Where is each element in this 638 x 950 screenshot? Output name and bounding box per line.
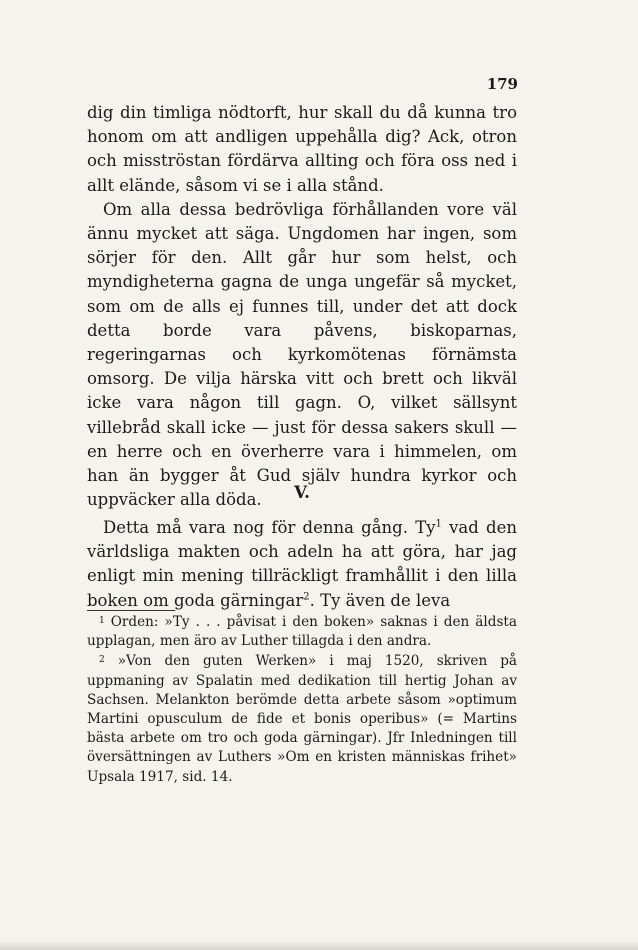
body-text-before [87, 101, 517, 512]
body-text-after [87, 516, 517, 613]
section-heading: V. [294, 483, 310, 502]
footnote-text: Orden: »Ty . . . påvisat i den boken» saknas i den äldsta upplagan, men äro av Luther tillagda i den andra. [87, 614, 517, 650]
page-number: 179 [486, 75, 518, 93]
footnote-text: »Von den guten Werken» i maj 1520, skriven på uppmaning av Spalatin med dedikation till hertig Johan av Sachsen. Melankton berömde detta arbete såsom »optimum Martini opusculum de fide et bonis operibus» (= Martins bästa arbete om tro och goda gärningar). Jfr Inledningen till översättningen av Luthers »Om en kristen människas frihet» Upsala 1917, sid. 14. [87, 653, 517, 785]
footnote [87, 612, 517, 651]
page-edge [0, 940, 638, 950]
footnotes [87, 612, 517, 787]
paragraph: Om alla dessa bedrövliga förhållanden vore väl ännu mycket att säga. Ungdomen har ingen, som sörjer för den. Allt går hur som helst, och myndigheterna gagna de unga ungefär så mycket, som om de alls ej funnes till, under det att dock detta borde vara påvens, biskoparnas, regeringarnas och kyrkomötenas förnämsta omsorg. De vilja härska vitt och brett och likväl icke vara någon till gagn. O, vilket sällsynt villebråd skall icke — just för dessa sakers skull — en herre och en överherre vara i himmelen, om han än bygger åt Gud själv hundra kyrkor och uppväcker alla döda. [87, 199, 517, 510]
footnote-mark: 1 [99, 616, 105, 626]
footnote-mark: 2 [99, 655, 105, 666]
footnote-rule [87, 610, 175, 611]
footnote [87, 651, 517, 786]
paragraph: dig din timliga nödtorft, hur skall du då kunna tro honom om att andligen uppehålla dig? Ack, otron och misströstan fördärva allting och föra oss ned i allt elände, såsom vi se i alla stånd. [87, 103, 517, 195]
text-run: . Ty även de leva [309, 590, 451, 610]
text-run: Detta må vara nog för denna gång. Ty [103, 518, 436, 537]
text-run: vad den världsliga makten och adeln ha att göra, har jag enligt min mening tillräckligt framhållit i den lilla boken om goda gärningar [87, 518, 517, 610]
paragraph [87, 516, 517, 613]
footnote-ref: 1 [435, 518, 442, 530]
footnote-ref: 2 [303, 591, 310, 603]
